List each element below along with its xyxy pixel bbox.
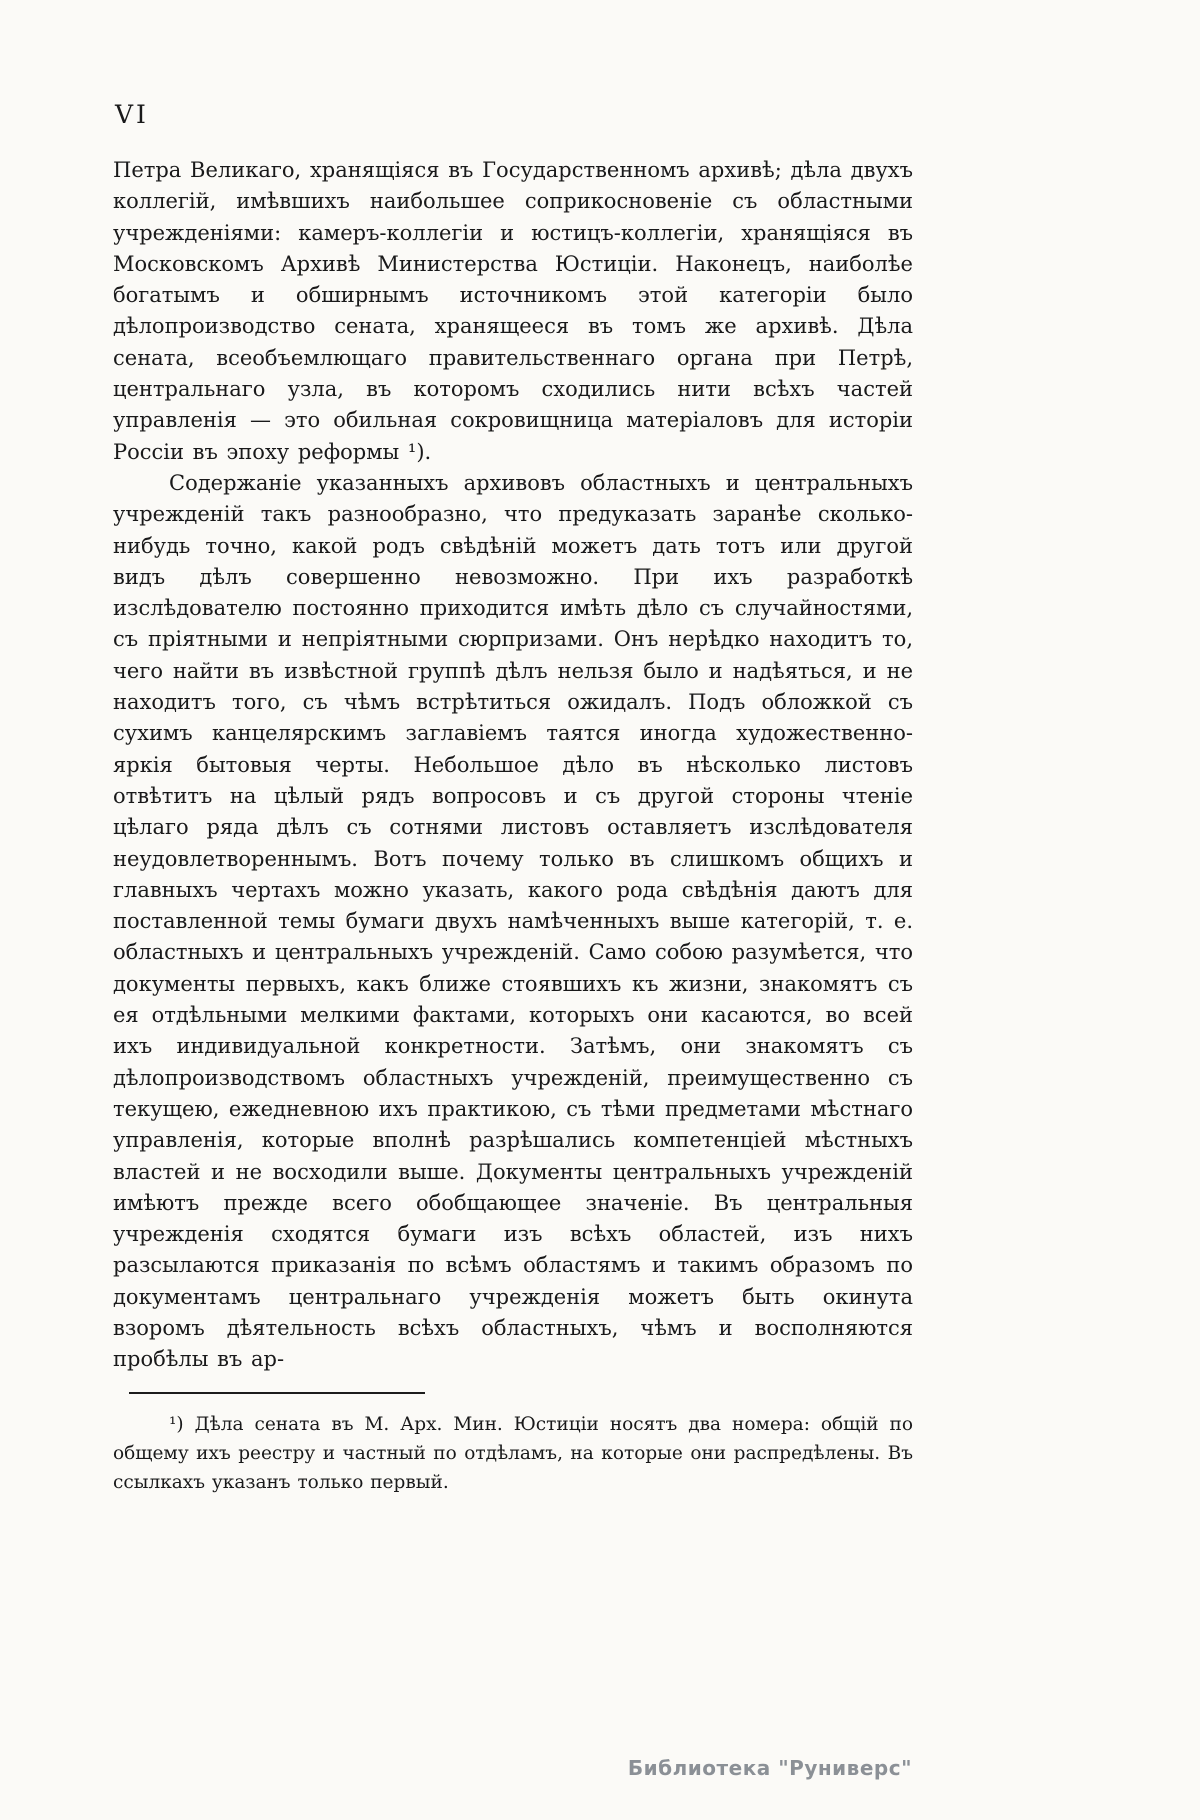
- library-watermark: Библиотека "Руниверс": [627, 1756, 912, 1780]
- paragraph-continuation: Петра Великаго, хранящіяся въ Государственномъ архивѣ; дѣла двухъ коллегій, имѣвшихъ наибольшее соприкосновеніе съ областными учрежденіями: камеръ-коллегіи и юстицъ-коллегіи, хранящіяся въ Московскомъ Архивѣ Министерства Юстиціи. Наконецъ, наиболѣе богатымъ и обширнымъ источникомъ этой категоріи было дѣлопроизводство сената, хранящееся въ томъ же архивѣ. Дѣла сената, всеобъемлющаго правительственнаго органа при Петрѣ, центральнаго узла, въ которомъ сходились нити всѣхъ частей управленія — это обильная сокровищница матеріаловъ для исторіи Россіи въ эпоху реформы ¹).: [113, 158, 913, 464]
- paragraph: Содержаніе указанныхъ архивовъ областныхъ и центральныхъ учрежденій такъ разнообразно, что предуказать заранѣе сколько-нибудь точно, какой родъ свѣдѣній можетъ дать тотъ или другой видъ дѣлъ совершенно невозможно. При ихъ разработкѣ изслѣдователю постоянно приходится имѣть дѣло съ случайностями, съ пріятными и непріятными сюрпризами. Онъ нерѣдко находитъ то, чего найти въ извѣстной группѣ дѣлъ нельзя было и надѣяться, и не находитъ того, съ чѣмъ встрѣтиться ожидалъ. Подъ обложкой съ сухимъ канцелярскимъ заглавіемъ таятся иногда художественно-яркія бытовыя черты. Небольшое дѣло въ нѣсколько листовъ отвѣтитъ на цѣлый рядъ вопросовъ и съ другой стороны чтеніе цѣлаго ряда дѣлъ съ сотнями листовъ оставляетъ изслѣдователя неудовлетвореннымъ. Вотъ почему только въ слишкомъ общихъ и главныхъ чертахъ можно указать, какого рода свѣдѣнія даютъ для поставленной темы бумаги двухъ намѣченныхъ выше категорій, т. е. областныхъ и центральныхъ учрежденій. Само собою разумѣется, что документы первыхъ, какъ ближе стоявшихъ къ жизни, знакомятъ съ ея отдѣльными мелкими фактами, которыхъ они касаются, во всей ихъ индивидуальной конкретности. Затѣмъ, они знакомятъ съ дѣлопроизводствомъ областныхъ учрежденій, преимущественно съ текущею, ежедневною ихъ практикою, съ тѣми предметами мѣстнаго управленія, которые вполнѣ разрѣшались компетенціей мѣстныхъ властей и не восходили выше. Документы центральныхъ учрежденій имѣютъ прежде всего обобщающее значеніе. Въ центральныя учрежденія сходятся бумаги изъ всѣхъ областей, изъ нихъ разсылаются приказанія по всѣмъ областямъ и такимъ образомъ по документамъ центральнаго учрежденія можетъ быть окинута взоромъ дѣятельность всѣхъ областныхъ, чѣмъ и восполняются пробѣлы въ ар-: [113, 470, 913, 1372]
- footnote-separator-rule: [129, 1392, 425, 1394]
- page-number: VI: [115, 100, 149, 129]
- body-text-block: [113, 155, 913, 1376]
- footnote-text: ¹) Дѣла сената въ М. Арх. Мин. Юстиціи носятъ два номера: общій по общему ихъ реестру и частный по отдѣламъ, на которые они распредѣлены. Въ ссылкахъ указанъ только первый.: [113, 1413, 913, 1493]
- book-page: [113, 100, 913, 1497]
